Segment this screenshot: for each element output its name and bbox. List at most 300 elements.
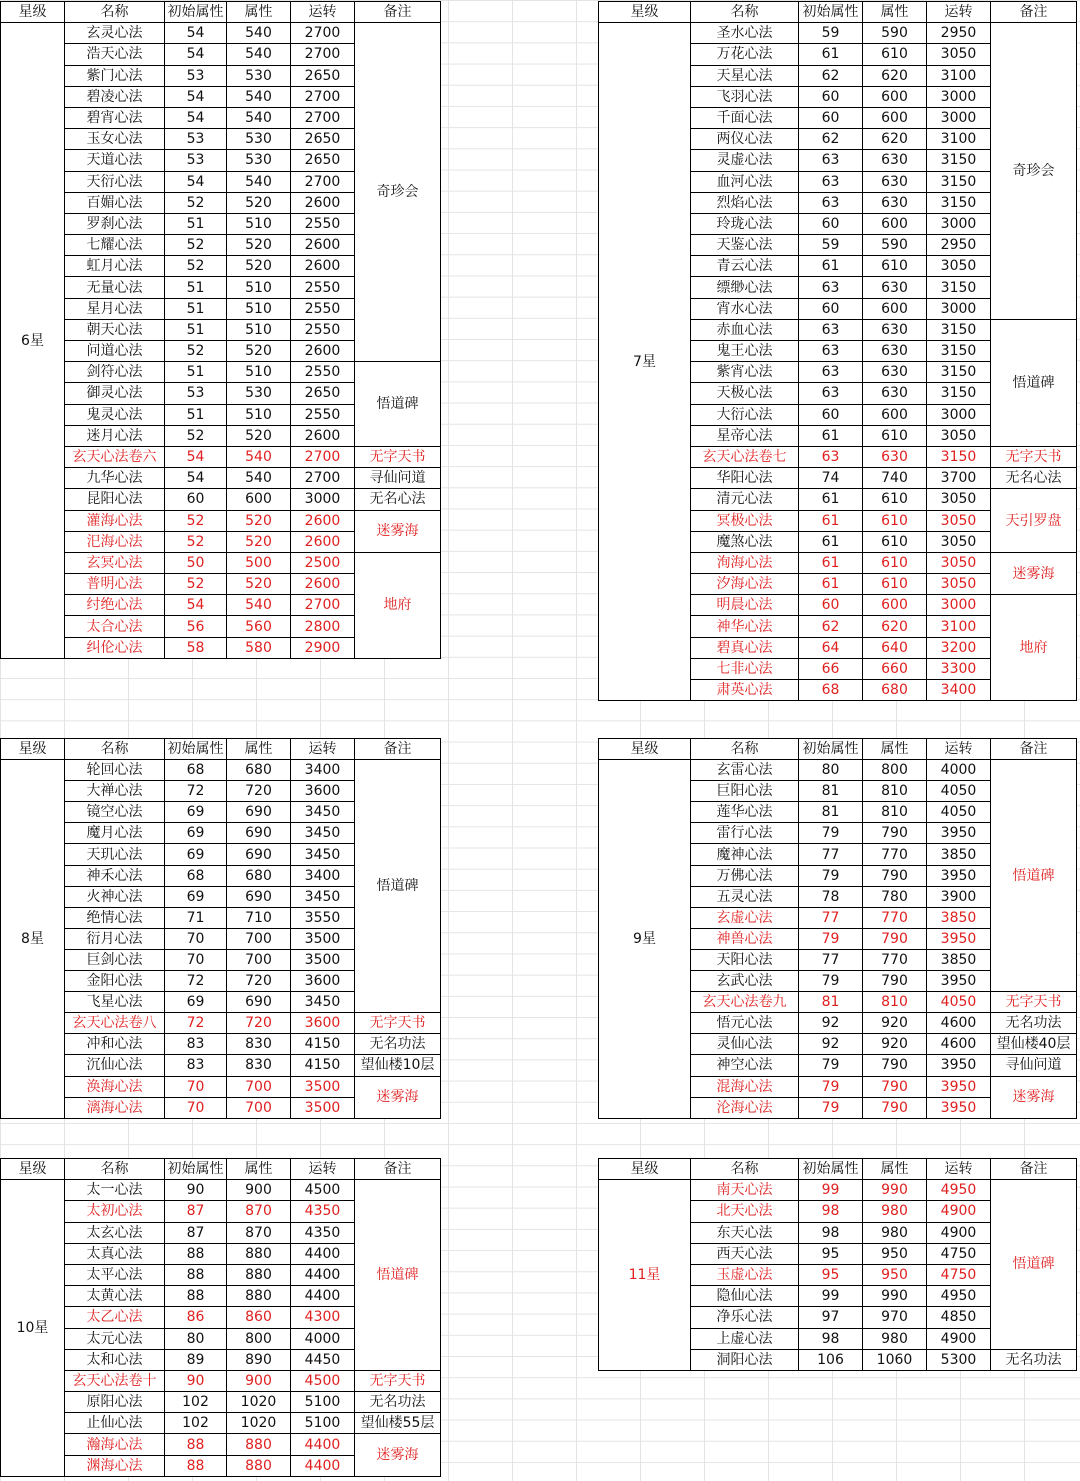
run-cell: 3050	[927, 510, 991, 531]
attr-cell: 540	[227, 107, 291, 128]
header-attr: 属性	[863, 1159, 927, 1180]
attr-cell: 1020	[227, 1413, 291, 1434]
name-cell: 玄天心法卷七	[691, 446, 799, 467]
initial-attr-cell: 71	[165, 907, 227, 928]
name-cell: 大衍心法	[691, 404, 799, 425]
name-cell: 天阳心法	[691, 949, 799, 970]
initial-attr-cell: 51	[165, 298, 227, 319]
attr-cell: 620	[863, 616, 927, 637]
name-cell: 朝天心法	[65, 319, 165, 340]
name-cell: 纠伦心法	[65, 637, 165, 658]
attr-cell: 660	[863, 658, 927, 679]
initial-attr-cell: 60	[799, 213, 863, 234]
attr-cell: 560	[227, 616, 291, 637]
run-cell: 4900	[927, 1201, 991, 1222]
name-cell: 太平心法	[65, 1264, 165, 1285]
star-level-cell: 9星	[599, 760, 691, 1119]
note-cell: 迷雾海	[355, 1076, 441, 1118]
run-cell: 3400	[291, 865, 355, 886]
name-cell: 紫门心法	[65, 65, 165, 86]
run-cell: 4500	[291, 1370, 355, 1391]
header-row	[599, 2, 1077, 23]
header-run: 运转	[927, 739, 991, 760]
run-cell: 5100	[291, 1413, 355, 1434]
run-cell: 2700	[291, 595, 355, 616]
header-attr: 属性	[227, 1159, 291, 1180]
initial-attr-cell: 98	[799, 1201, 863, 1222]
name-cell: 玄灵心法	[65, 23, 165, 44]
attr-cell: 770	[863, 949, 927, 970]
note-cell: 望仙楼10层	[355, 1055, 441, 1076]
name-cell: 飞羽心法	[691, 86, 799, 107]
table-row	[1, 489, 441, 510]
run-cell: 3050	[927, 574, 991, 595]
run-cell: 3050	[927, 256, 991, 277]
attr-cell: 540	[227, 171, 291, 192]
initial-attr-cell: 58	[165, 637, 227, 658]
name-cell: 东天心法	[691, 1222, 799, 1243]
run-cell: 3600	[291, 971, 355, 992]
name-cell: 汜海心法	[65, 531, 165, 552]
run-cell: 4900	[927, 1328, 991, 1349]
name-cell: 明晨心法	[691, 595, 799, 616]
initial-attr-cell: 88	[165, 1286, 227, 1307]
attr-cell: 690	[227, 823, 291, 844]
note-cell: 无字天书	[355, 446, 441, 467]
run-cell: 3000	[927, 107, 991, 128]
name-cell: 玄武心法	[691, 971, 799, 992]
header-attr: 属性	[863, 2, 927, 23]
table-row	[1, 510, 441, 531]
attr-cell: 610	[863, 489, 927, 510]
attr-cell: 950	[863, 1243, 927, 1264]
attr-cell: 700	[227, 949, 291, 970]
run-cell: 3400	[927, 680, 991, 701]
initial-attr-cell: 72	[165, 971, 227, 992]
initial-attr-cell: 54	[165, 171, 227, 192]
table-row	[1, 552, 441, 573]
run-cell: 2600	[291, 574, 355, 595]
initial-attr-cell: 106	[799, 1349, 863, 1370]
name-cell: 玄雷心法	[691, 760, 799, 781]
attr-cell: 520	[227, 425, 291, 446]
run-cell: 2600	[291, 510, 355, 531]
name-cell: 上虚心法	[691, 1328, 799, 1349]
name-cell: 金阳心法	[65, 971, 165, 992]
attr-cell: 830	[227, 1055, 291, 1076]
name-cell: 衍月心法	[65, 928, 165, 949]
attr-cell: 790	[863, 1097, 927, 1118]
attr-cell: 860	[227, 1307, 291, 1328]
run-cell: 4950	[927, 1286, 991, 1307]
run-cell: 2700	[291, 446, 355, 467]
name-cell: 神华心法	[691, 616, 799, 637]
initial-attr-cell: 59	[799, 235, 863, 256]
table-t7	[598, 1, 1077, 701]
initial-attr-cell: 90	[165, 1180, 227, 1201]
run-cell: 3000	[927, 595, 991, 616]
name-cell: 灌海心法	[65, 510, 165, 531]
run-cell: 3050	[927, 552, 991, 573]
name-cell: 华阳心法	[691, 468, 799, 489]
attr-cell: 990	[863, 1286, 927, 1307]
note-cell: 迷雾海	[991, 552, 1077, 594]
note-cell: 无名心法	[355, 489, 441, 510]
attr-cell: 880	[227, 1243, 291, 1264]
table-row	[1, 23, 441, 44]
attr-cell: 620	[863, 129, 927, 150]
note-cell: 无名功法	[355, 1034, 441, 1055]
initial-attr-cell: 60	[799, 404, 863, 425]
name-cell: 碧凌心法	[65, 86, 165, 107]
name-cell: 玉虚心法	[691, 1264, 799, 1285]
initial-attr-cell: 99	[799, 1286, 863, 1307]
initial-attr-cell: 90	[165, 1370, 227, 1391]
star-level-cell: 8星	[1, 760, 65, 1119]
name-cell: 太初心法	[65, 1201, 165, 1222]
header-run: 运转	[291, 1159, 355, 1180]
initial-attr-cell: 79	[799, 823, 863, 844]
initial-attr-cell: 63	[799, 192, 863, 213]
run-cell: 3050	[927, 531, 991, 552]
header-initial: 初始属性	[165, 2, 227, 23]
header-star: 星级	[599, 2, 691, 23]
run-cell: 2550	[291, 277, 355, 298]
initial-attr-cell: 78	[799, 886, 863, 907]
attr-cell: 880	[227, 1264, 291, 1285]
initial-attr-cell: 61	[799, 552, 863, 573]
initial-attr-cell: 79	[799, 971, 863, 992]
name-cell: 混海心法	[691, 1076, 799, 1097]
run-cell: 2900	[291, 637, 355, 658]
initial-attr-cell: 72	[165, 781, 227, 802]
initial-attr-cell: 88	[165, 1434, 227, 1455]
name-cell: 太乙心法	[65, 1307, 165, 1328]
initial-attr-cell: 60	[799, 86, 863, 107]
run-cell: 2700	[291, 107, 355, 128]
name-cell: 百媚心法	[65, 192, 165, 213]
run-cell: 3150	[927, 446, 991, 467]
initial-attr-cell: 88	[165, 1264, 227, 1285]
header-note: 备注	[991, 739, 1077, 760]
run-cell: 2700	[291, 86, 355, 107]
header-row	[599, 739, 1077, 760]
note-cell: 寻仙问道	[991, 1055, 1077, 1076]
attr-cell: 630	[863, 341, 927, 362]
note-cell: 无名功法	[991, 1349, 1077, 1370]
attr-cell: 790	[863, 1076, 927, 1097]
run-cell: 2650	[291, 65, 355, 86]
run-cell: 4750	[927, 1243, 991, 1264]
header-star: 星级	[599, 739, 691, 760]
note-cell: 悟道碑	[991, 760, 1077, 992]
header-name: 名称	[691, 1159, 799, 1180]
name-cell: 莲华心法	[691, 802, 799, 823]
attr-cell: 970	[863, 1307, 927, 1328]
name-cell: 神兽心法	[691, 928, 799, 949]
run-cell: 3500	[291, 1097, 355, 1118]
run-cell: 4950	[927, 1180, 991, 1201]
attr-cell: 880	[227, 1434, 291, 1455]
initial-attr-cell: 68	[165, 760, 227, 781]
run-cell: 3950	[927, 928, 991, 949]
run-cell: 3150	[927, 362, 991, 383]
note-cell: 无字天书	[355, 1013, 441, 1034]
attr-cell: 510	[227, 319, 291, 340]
attr-cell: 510	[227, 404, 291, 425]
initial-attr-cell: 81	[799, 992, 863, 1013]
name-cell: 玄虚心法	[691, 907, 799, 928]
name-cell: 太玄心法	[65, 1222, 165, 1243]
initial-attr-cell: 63	[799, 362, 863, 383]
attr-cell: 890	[227, 1349, 291, 1370]
star-level-cell: 10星	[1, 1180, 65, 1477]
run-cell: 3150	[927, 150, 991, 171]
note-cell: 无名功法	[355, 1392, 441, 1413]
run-cell: 2650	[291, 383, 355, 404]
name-cell: 灵虚心法	[691, 150, 799, 171]
header-note: 备注	[991, 1159, 1077, 1180]
run-cell: 2650	[291, 150, 355, 171]
run-cell: 4150	[291, 1034, 355, 1055]
name-cell: 神禾心法	[65, 865, 165, 886]
attr-cell: 610	[863, 531, 927, 552]
name-cell: 太元心法	[65, 1328, 165, 1349]
table-row	[599, 1180, 1077, 1201]
attr-cell: 800	[863, 760, 927, 781]
name-cell: 万花心法	[691, 44, 799, 65]
attr-cell: 880	[227, 1455, 291, 1476]
run-cell: 3400	[291, 760, 355, 781]
name-cell: 罗刹心法	[65, 213, 165, 234]
name-cell: 轮回心法	[65, 760, 165, 781]
attr-cell: 980	[863, 1201, 927, 1222]
run-cell: 5300	[927, 1349, 991, 1370]
name-cell: 隐仙心法	[691, 1286, 799, 1307]
name-cell: 剑符心法	[65, 362, 165, 383]
name-cell: 汐海心法	[691, 574, 799, 595]
header-note: 备注	[355, 2, 441, 23]
attr-cell: 880	[227, 1286, 291, 1307]
run-cell: 3300	[927, 658, 991, 679]
name-cell: 七非心法	[691, 658, 799, 679]
attr-cell: 630	[863, 446, 927, 467]
run-cell: 2550	[291, 362, 355, 383]
run-cell: 3050	[927, 44, 991, 65]
initial-attr-cell: 52	[165, 531, 227, 552]
table-row	[1, 1370, 441, 1391]
name-cell: 九华心法	[65, 468, 165, 489]
attr-cell: 610	[863, 552, 927, 573]
attr-cell: 520	[227, 574, 291, 595]
initial-attr-cell: 77	[799, 844, 863, 865]
attr-cell: 630	[863, 383, 927, 404]
initial-attr-cell: 53	[165, 150, 227, 171]
table-row	[1, 1413, 441, 1434]
run-cell: 2600	[291, 425, 355, 446]
run-cell: 3950	[927, 865, 991, 886]
name-cell: 冲和心法	[65, 1034, 165, 1055]
header-initial: 初始属性	[799, 2, 863, 23]
initial-attr-cell: 68	[799, 680, 863, 701]
header-initial: 初始属性	[799, 1159, 863, 1180]
attr-cell: 540	[227, 446, 291, 467]
header-run: 运转	[927, 2, 991, 23]
attr-cell: 630	[863, 192, 927, 213]
star-level-cell: 11星	[599, 1180, 691, 1371]
star-level-cell: 7星	[599, 23, 691, 701]
initial-attr-cell: 52	[165, 341, 227, 362]
note-cell: 寻仙问道	[355, 468, 441, 489]
table-t6	[0, 1, 441, 659]
attr-cell: 1060	[863, 1349, 927, 1370]
attr-cell: 530	[227, 129, 291, 150]
attr-cell: 790	[863, 865, 927, 886]
note-cell: 地府	[355, 552, 441, 658]
run-cell: 3500	[291, 1076, 355, 1097]
name-cell: 神空心法	[691, 1055, 799, 1076]
attr-cell: 680	[227, 865, 291, 886]
run-cell: 3950	[927, 823, 991, 844]
run-cell: 4150	[291, 1055, 355, 1076]
attr-cell: 900	[227, 1180, 291, 1201]
initial-attr-cell: 102	[165, 1392, 227, 1413]
run-cell: 4500	[291, 1180, 355, 1201]
run-cell: 2600	[291, 192, 355, 213]
header-row	[599, 1159, 1077, 1180]
attr-cell: 520	[227, 341, 291, 362]
note-cell: 望仙楼55层	[355, 1413, 441, 1434]
attr-cell: 690	[227, 886, 291, 907]
header-run: 运转	[927, 1159, 991, 1180]
attr-cell: 810	[863, 802, 927, 823]
attr-cell: 510	[227, 213, 291, 234]
attr-cell: 710	[227, 907, 291, 928]
name-cell: 太合心法	[65, 616, 165, 637]
run-cell: 2550	[291, 213, 355, 234]
run-cell: 3600	[291, 1013, 355, 1034]
run-cell: 4050	[927, 992, 991, 1013]
attr-cell: 800	[227, 1328, 291, 1349]
run-cell: 3950	[927, 1076, 991, 1097]
run-cell: 3000	[927, 213, 991, 234]
table-row	[1, 1034, 441, 1055]
run-cell: 3150	[927, 277, 991, 298]
name-cell: 冥极心法	[691, 510, 799, 531]
name-cell: 太和心法	[65, 1349, 165, 1370]
run-cell: 3450	[291, 802, 355, 823]
header-note: 备注	[991, 2, 1077, 23]
name-cell: 渊海心法	[65, 1455, 165, 1476]
attr-cell: 680	[863, 680, 927, 701]
initial-attr-cell: 92	[799, 1013, 863, 1034]
attr-cell: 680	[227, 760, 291, 781]
attr-cell: 950	[863, 1264, 927, 1285]
run-cell: 3450	[291, 886, 355, 907]
run-cell: 3500	[291, 928, 355, 949]
run-cell: 2550	[291, 404, 355, 425]
attr-cell: 990	[863, 1180, 927, 1201]
name-cell: 昆阳心法	[65, 489, 165, 510]
initial-attr-cell: 54	[165, 23, 227, 44]
run-cell: 3050	[927, 489, 991, 510]
name-cell: 瀚海心法	[65, 1434, 165, 1455]
name-cell: 大禅心法	[65, 781, 165, 802]
initial-attr-cell: 79	[799, 1076, 863, 1097]
table-t9	[598, 738, 1077, 1119]
name-cell: 清元心法	[691, 489, 799, 510]
note-cell: 迷雾海	[355, 510, 441, 552]
initial-attr-cell: 81	[799, 802, 863, 823]
name-cell: 浩天心法	[65, 44, 165, 65]
header-star: 星级	[1, 739, 65, 760]
attr-cell: 520	[227, 531, 291, 552]
name-cell: 天极心法	[691, 383, 799, 404]
header-attr: 属性	[227, 739, 291, 760]
attr-cell: 530	[227, 383, 291, 404]
attr-cell: 610	[863, 510, 927, 531]
run-cell: 3500	[291, 949, 355, 970]
initial-attr-cell: 60	[165, 489, 227, 510]
run-cell: 3950	[927, 971, 991, 992]
note-cell: 悟道碑	[355, 1180, 441, 1371]
table-row	[1, 760, 441, 781]
attr-cell: 630	[863, 171, 927, 192]
attr-cell: 790	[863, 1055, 927, 1076]
table-t8	[0, 738, 441, 1119]
attr-cell: 870	[227, 1201, 291, 1222]
initial-attr-cell: 52	[165, 192, 227, 213]
run-cell: 3450	[291, 823, 355, 844]
run-cell: 2650	[291, 129, 355, 150]
initial-attr-cell: 50	[165, 552, 227, 573]
initial-attr-cell: 69	[165, 802, 227, 823]
initial-attr-cell: 79	[799, 865, 863, 886]
name-cell: 玄天心法卷六	[65, 446, 165, 467]
note-cell: 无字天书	[991, 992, 1077, 1013]
initial-attr-cell: 63	[799, 383, 863, 404]
header-initial: 初始属性	[165, 1159, 227, 1180]
run-cell: 4450	[291, 1349, 355, 1370]
initial-attr-cell: 98	[799, 1222, 863, 1243]
note-cell: 无字天书	[355, 1370, 441, 1391]
run-cell: 2500	[291, 552, 355, 573]
initial-attr-cell: 56	[165, 616, 227, 637]
initial-attr-cell: 52	[165, 256, 227, 277]
attr-cell: 600	[863, 107, 927, 128]
name-cell: 雷行心法	[691, 823, 799, 844]
initial-attr-cell: 63	[799, 150, 863, 171]
table-row	[1, 362, 441, 383]
run-cell: 4000	[927, 760, 991, 781]
attr-cell: 580	[227, 637, 291, 658]
run-cell: 2700	[291, 23, 355, 44]
initial-attr-cell: 92	[799, 1034, 863, 1055]
run-cell: 4400	[291, 1434, 355, 1455]
table-row	[1, 1055, 441, 1076]
run-cell: 2700	[291, 468, 355, 489]
attr-cell: 700	[227, 1097, 291, 1118]
name-cell: 玄天心法卷十	[65, 1370, 165, 1391]
name-cell: 碧真心法	[691, 637, 799, 658]
attr-cell: 720	[227, 971, 291, 992]
run-cell: 4600	[927, 1034, 991, 1055]
run-cell: 4400	[291, 1286, 355, 1307]
run-cell: 3150	[927, 319, 991, 340]
attr-cell: 610	[863, 574, 927, 595]
run-cell: 3100	[927, 65, 991, 86]
initial-attr-cell: 87	[165, 1201, 227, 1222]
